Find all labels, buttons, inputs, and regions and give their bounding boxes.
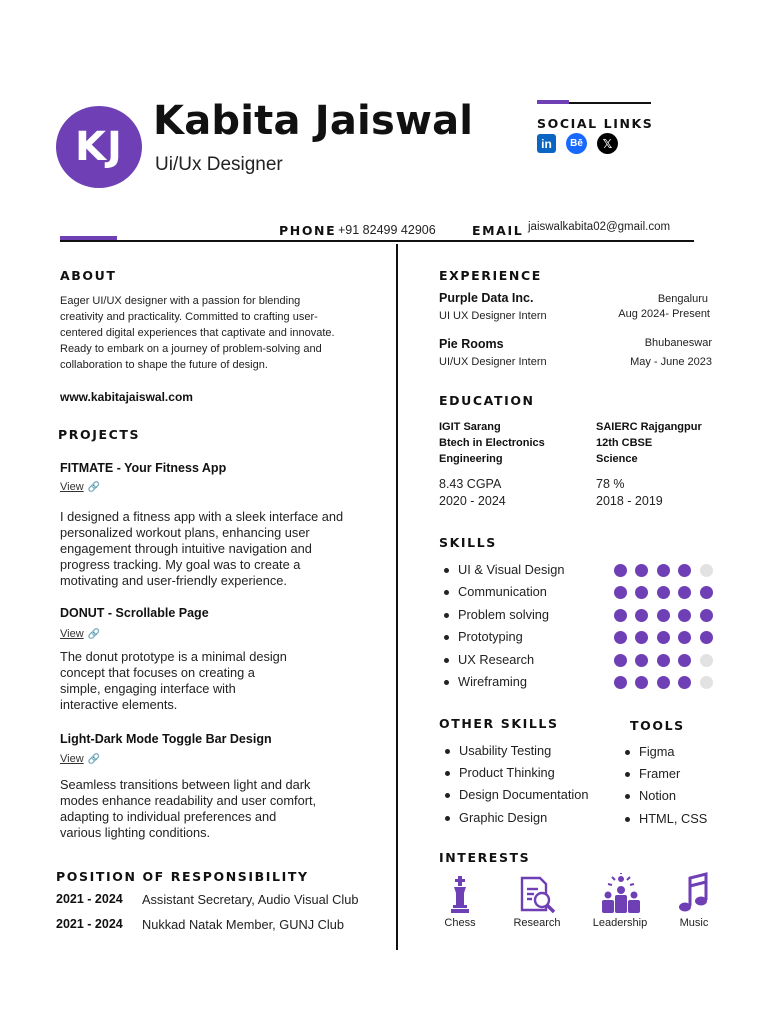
project-desc-line: Seamless transitions between light and dark <box>60 777 311 792</box>
experience-location: Bhubaneswar <box>644 337 712 349</box>
experience-location: Bengaluru <box>657 293 708 305</box>
avatar-initials: KJ <box>75 124 123 170</box>
project-view-link-toggle[interactable] <box>60 753 100 765</box>
interests-heading: INTERESTS <box>439 850 531 865</box>
skill-dot-filled <box>657 631 670 644</box>
interest-label: Research <box>513 917 561 929</box>
social-links <box>537 133 618 154</box>
linkedin-icon[interactable] <box>537 134 556 153</box>
skill-dot-filled <box>635 676 648 689</box>
project-view-link-fitmate[interactable] <box>60 481 100 493</box>
chess-icon <box>447 875 473 915</box>
linkedin-glyph: in <box>541 136 552 151</box>
education-line: SAIERC Rajgangpur <box>596 421 702 433</box>
other-skills-list <box>443 743 613 832</box>
tools-list <box>623 744 723 833</box>
website-link[interactable]: www.kabitajaiswal.com <box>60 390 193 404</box>
skill-dot-filled <box>614 631 627 644</box>
tool-item: Notion <box>623 788 723 810</box>
skill-item: UI & Visual Design <box>442 562 602 584</box>
interest-label: Music <box>679 917 709 929</box>
phone-value[interactable]: +91 82499 42906 <box>338 223 436 237</box>
skill-dot-filled <box>614 586 627 599</box>
skill-dot-filled <box>657 609 670 622</box>
project-title-toggle: Light-Dark Mode Toggle Bar Design <box>60 732 272 746</box>
skill-dot-filled <box>700 609 713 622</box>
skill-rating-dots <box>614 564 714 700</box>
research-icon <box>518 875 558 915</box>
skill-dot-filled <box>657 676 670 689</box>
skill-dot-filled <box>657 654 670 667</box>
interest-label: Chess <box>444 917 476 929</box>
tool-item: Figma <box>623 744 723 766</box>
education-years: 2020 - 2024 <box>439 494 506 508</box>
experience-company: Purple Data Inc. <box>439 291 534 305</box>
other-skill-item: Usability Testing <box>443 743 613 765</box>
skill-dot-filled <box>614 564 627 577</box>
about-line: centered digital experiences that captivate and innovate. <box>60 327 335 339</box>
skill-dot-filled <box>635 586 648 599</box>
responsibility-role: Assistant Secretary, Audio Visual Club <box>142 892 359 907</box>
about-line: Ready to embark on a journey of problem-solving and <box>60 343 322 355</box>
skills-list <box>442 562 602 696</box>
education-score: 78 % <box>596 477 625 491</box>
project-desc-line: adapting to individual preferences and <box>60 809 277 824</box>
project-desc-line: interactive elements. <box>60 697 178 712</box>
project-desc-line: I designed a fitness app with a sleek interface and <box>60 509 344 524</box>
project-desc-line: motivating and user-friendly experience. <box>60 573 287 588</box>
candidate-title: Ui/Ux Designer <box>155 154 283 175</box>
project-desc-line: The donut prototype is a minimal design <box>60 649 287 664</box>
skill-dot-filled <box>700 586 713 599</box>
education-school-saierc <box>596 419 702 467</box>
other-skill-item: Graphic Design <box>443 810 613 832</box>
education-years: 2018 - 2019 <box>596 494 663 508</box>
experience-heading: EXPERIENCE <box>439 268 542 283</box>
other-skill-item: Design Documentation <box>443 787 613 809</box>
project-desc-line: personalized workout plans, enhancing user <box>60 525 310 540</box>
skill-dot-filled <box>678 654 691 667</box>
projects-heading: PROJECTS <box>58 427 141 442</box>
project-desc-line: simple, engaging interface with <box>60 681 236 696</box>
skill-dot-filled <box>678 564 691 577</box>
tool-item: HTML, CSS <box>623 811 723 833</box>
link-icon: 🔗 <box>87 753 101 765</box>
skill-dot-filled <box>678 609 691 622</box>
skill-dot-filled <box>700 631 713 644</box>
interest-label: Leadership <box>592 917 648 929</box>
education-heading: EDUCATION <box>439 393 535 408</box>
skill-dot-empty <box>700 676 713 689</box>
x-glyph: 𝕏 <box>602 136 613 151</box>
link-icon: 🔗 <box>87 481 101 493</box>
skill-item: Prototyping <box>442 629 602 651</box>
education-line: Btech in Electronics <box>439 437 545 449</box>
view-link-text[interactable]: View <box>60 628 84 640</box>
experience-company: Pie Rooms <box>439 337 504 351</box>
project-desc-donut <box>60 649 380 713</box>
about-line: creativity and practicality. Committed to crafting user- <box>60 311 318 323</box>
skill-dot-filled <box>635 631 648 644</box>
skill-dot-empty <box>700 564 713 577</box>
skills-heading: SKILLS <box>439 535 497 550</box>
about-line: Eager UI/UX designer with a passion for blending <box>60 295 301 307</box>
phone-label: PHONE <box>279 223 337 238</box>
project-desc-line: concept that focuses on creating a <box>60 665 255 680</box>
skill-item: UX Research <box>442 652 602 674</box>
tool-item: Framer <box>623 766 723 788</box>
candidate-name: Kabita Jaiswal <box>153 98 474 144</box>
skill-dot-filled <box>635 564 648 577</box>
experience-role: UI/UX Designer Intern <box>439 356 547 368</box>
behance-glyph: Bē <box>570 138 583 149</box>
project-desc-line: various lighting conditions. <box>60 825 211 840</box>
education-score: 8.43 CGPA <box>439 477 502 491</box>
email-value[interactable]: jaiswalkabita02@gmail.com <box>528 221 671 233</box>
experience-role: UI UX Designer Intern <box>439 310 547 322</box>
tools-heading: TOOLS <box>630 718 685 733</box>
skill-dot-filled <box>678 631 691 644</box>
project-view-link-donut[interactable] <box>60 628 100 640</box>
skill-item: Communication <box>442 584 602 606</box>
skill-item: Wireframing <box>442 674 602 696</box>
header-divider <box>60 240 694 242</box>
project-title-fitmate: FITMATE - Your Fitness App <box>60 461 227 475</box>
skill-dot-empty <box>700 654 713 667</box>
skill-dot-filled <box>614 609 627 622</box>
skill-dot-filled <box>614 654 627 667</box>
other-skills-heading: OTHER SKILLS <box>439 716 559 731</box>
avatar <box>56 106 142 188</box>
about-heading: ABOUT <box>60 268 117 283</box>
responsibility-years: 2021 - 2024 <box>56 917 123 931</box>
link-icon: 🔗 <box>87 628 101 640</box>
experience-dates: May - June 2023 <box>630 356 712 368</box>
responsibility-years: 2021 - 2024 <box>56 892 123 906</box>
project-desc-line: modes enhance readability and user comfort, <box>60 793 317 808</box>
skill-dot-filled <box>657 586 670 599</box>
education-school-igit <box>439 419 545 467</box>
view-link-text[interactable]: View <box>60 753 84 765</box>
education-line: Engineering <box>439 453 503 465</box>
x-icon[interactable] <box>597 133 618 154</box>
project-desc-fitmate <box>60 509 380 589</box>
project-desc-toggle <box>60 777 380 841</box>
leadership-icon <box>598 873 644 915</box>
responsibility-heading: POSITION OF RESPONSIBILITY <box>56 869 309 884</box>
music-icon <box>678 872 710 916</box>
experience-dates: Aug 2024- Present <box>618 308 710 320</box>
project-desc-line: engagement through intuitive navigation and <box>60 541 312 556</box>
other-skill-item: Product Thinking <box>443 765 613 787</box>
education-line: IGIT Sarang <box>439 421 501 433</box>
skill-dot-filled <box>635 609 648 622</box>
column-divider <box>396 244 398 950</box>
responsibility-role: Nukkad Natak Member, GUNJ Club <box>142 917 344 932</box>
skill-item: Problem solving <box>442 607 602 629</box>
social-divider <box>569 102 651 104</box>
view-link-text[interactable]: View <box>60 481 84 493</box>
social-accent-bar <box>537 100 569 104</box>
social-links-heading: SOCIAL LINKS <box>537 116 654 131</box>
education-line: 12th CBSE <box>596 437 653 449</box>
skill-dot-filled <box>635 654 648 667</box>
education-line: Science <box>596 453 638 465</box>
behance-icon[interactable] <box>566 133 587 154</box>
skill-dot-filled <box>657 564 670 577</box>
about-text <box>60 293 380 373</box>
skill-dot-filled <box>614 676 627 689</box>
email-label: EMAIL <box>472 223 524 238</box>
project-title-donut: DONUT - Scrollable Page <box>60 606 209 620</box>
project-desc-line: progress tracking. My goal was to create a <box>60 557 301 572</box>
about-line: collaboration to shape the future of design. <box>60 359 268 371</box>
skill-dot-filled <box>678 676 691 689</box>
skill-dot-filled <box>678 586 691 599</box>
